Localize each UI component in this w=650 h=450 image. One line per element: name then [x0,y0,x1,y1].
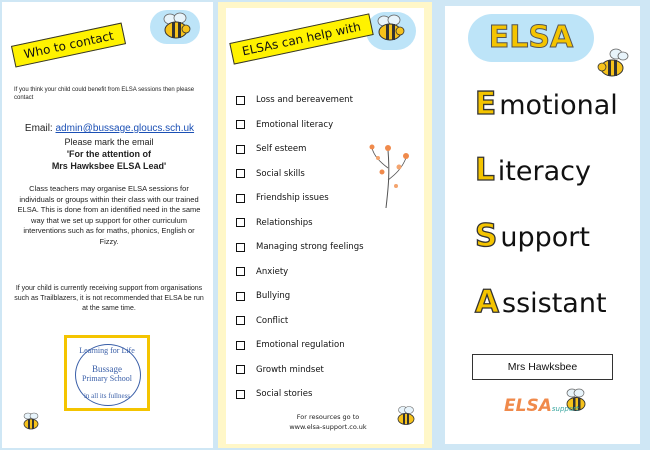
list-item [236,309,426,334]
acronym-word: upport [500,222,590,253]
flower-branch-icon [366,140,414,210]
email-label: Email: [24,123,53,134]
list-item-label: Anxiety [256,266,289,277]
acronym-letter: E [475,86,497,122]
list-item-label: Loss and bereavement [256,95,353,106]
email-note-line: Please mark the email [64,137,154,147]
list-item-label: Social stories [256,389,313,400]
checkbox-icon [236,365,245,374]
acronym-word: ssistant [502,288,607,319]
list-item [236,333,426,358]
logo-text-middle: Primary School [82,374,132,383]
email-note-line: Mrs Hawksbee ELSA Lead' [51,161,167,171]
elsas-can-help-banner: ELSAs can help with [229,13,373,64]
elsa-support-logo [504,396,579,416]
logo-text-bottom: in all its fullness [83,392,131,400]
class-teachers-note: Class teachers may organise ELSA sessions for individuals or groups within their class with our trained ELSA. This is done from an identified need in the same way that we set up support for other curriculum interventions such as for maths, phonics, English or Fizzy. [17,184,201,246]
checkbox-icon [236,169,245,178]
acronym-line-e [475,86,618,122]
who-to-contact-banner: Who to contact [11,22,127,67]
email-line [12,123,207,135]
logo-text-top: Learning for Life [79,346,135,355]
elsa-name-box: Mrs Hawksbee [472,354,613,380]
checkbox-icon [236,243,245,252]
checkbox-icon [236,145,245,154]
elsa-title: ELSA [468,14,594,62]
checkbox-icon [236,194,245,203]
checkbox-icon [236,120,245,129]
acronym-letter: A [475,284,499,320]
checkbox-icon [236,292,245,301]
list-item [236,88,426,113]
checkbox-icon [236,390,245,399]
list-item-label: Friendship issues [256,193,329,204]
list-item-label: Emotional literacy [256,119,334,130]
list-item-label: Managing strong feelings [256,242,364,253]
logo-text-middle: Bussage [92,364,122,374]
acronym-letter: L [475,152,495,188]
list-item-label: Growth mindset [256,364,324,375]
logo-main-text: ELSA [504,396,552,416]
help-topics-list [236,88,426,407]
bee-icon [394,404,418,428]
list-item-label: Self esteem [256,144,307,155]
resources-label: For resources go to [296,413,360,421]
acronym-word: motional [499,90,618,121]
checkbox-icon [236,267,245,276]
school-logo [64,335,150,411]
checkbox-icon [236,218,245,227]
acronym-word: iteracy [497,156,591,187]
list-item [236,382,426,407]
list-item [236,235,426,260]
checkbox-icon [236,341,245,350]
checkbox-icon [236,316,245,325]
contact-note: If you think your child could benefit from ELSA sessions then please contact [14,87,195,101]
list-item-label: Social skills [256,168,305,179]
logo-sub-text: support [551,405,579,413]
acronym-letter: S [475,218,498,254]
list-item-label: Conflict [256,315,289,326]
list-item-label: Emotional regulation [256,340,345,351]
resources-url[interactable]: www.elsa-support.co.uk [289,423,367,431]
bee-icon [596,46,630,80]
outside-support-note: If your child is currently receiving support from organisations such as Trailblazers, it is not recommended that ELSA be run at the same time. [14,285,204,312]
email-instructions [14,136,204,172]
resources-note [268,412,388,432]
acronym-line-s [475,218,590,254]
list-item-label: Bullying [256,291,291,302]
bee-icon [20,410,42,432]
email-link[interactable]: admin@bussage.gloucs.sch.uk [55,123,195,134]
list-item [236,284,426,309]
list-item [236,211,426,236]
list-item [236,358,426,383]
bee-icon [158,12,194,42]
acronym-line-a [475,284,607,320]
email-note-line: 'For the attention of [66,149,152,159]
checkbox-icon [236,96,245,105]
list-item-label: Relationships [256,217,313,228]
list-item [236,113,426,138]
list-item [236,260,426,285]
acronym-line-l [475,152,591,188]
bee-icon [372,14,408,44]
